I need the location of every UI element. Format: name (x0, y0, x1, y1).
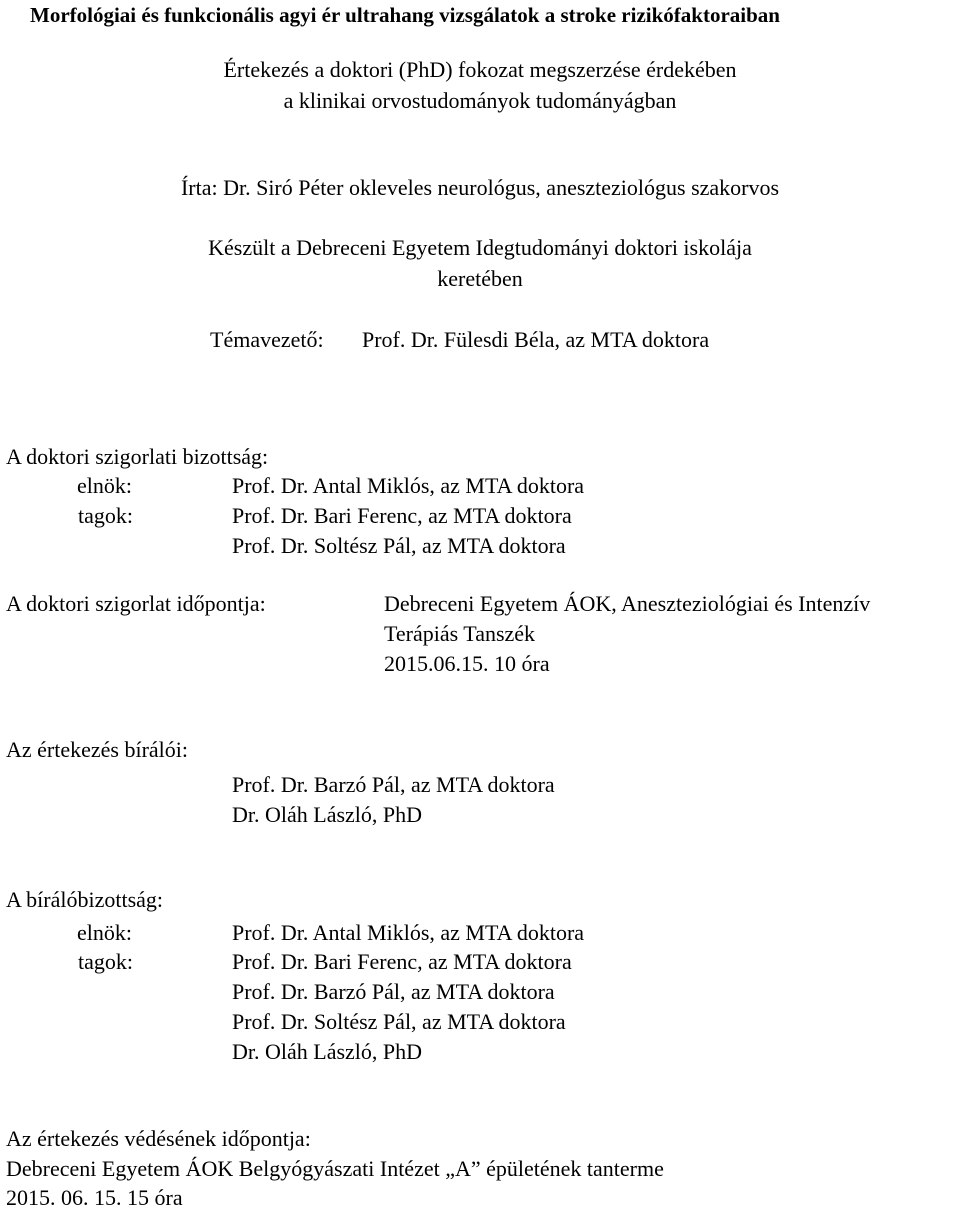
exam-chair-name: Prof. Dr. Antal Miklós, az MTA doktora (232, 473, 585, 498)
reviewers-heading: Az értekezés bírálói: (6, 737, 189, 762)
school-line-2: keretében (437, 266, 523, 291)
review-member: Dr. Oláh László, PhD (232, 1039, 423, 1064)
exam-member: Prof. Dr. Bari Ferenc, az MTA doktora (232, 503, 572, 528)
review-chair-name: Prof. Dr. Antal Miklós, az MTA doktora (232, 920, 585, 945)
supervisor-name: Prof. Dr. Fülesdi Béla, az MTA doktora (362, 327, 710, 352)
review-member: Prof. Dr. Bari Ferenc, az MTA doktora (232, 949, 572, 974)
exam-place-line-2: Terápiás Tanszék (384, 621, 536, 646)
review-member: Prof. Dr. Soltész Pál, az MTA doktora (232, 1009, 566, 1034)
review-member: Prof. Dr. Barzó Pál, az MTA doktora (232, 979, 555, 1004)
reviewer-name: Dr. Oláh László, PhD (232, 802, 423, 827)
supervisor-label: Témavezető: (210, 327, 324, 352)
exam-time-label: A doktori szigorlat időpontja: (6, 591, 266, 616)
exam-date: 2015.06.15. 10 óra (384, 651, 550, 676)
defense-place: Debreceni Egyetem ÁOK Belgyógyászati Intézet „A” épületének tanterme (6, 1156, 664, 1181)
exam-committee-heading: A doktori szigorlati bizottság: (6, 444, 269, 469)
review-chair-label: elnök: (77, 920, 132, 945)
exam-place-line-1: Debreceni Egyetem ÁOK, Aneszteziológiai és Intenzív (384, 591, 871, 616)
purpose-line-2: a klinikai orvostudományok tudományágban (283, 88, 677, 113)
review-members-label: tagok: (78, 949, 133, 974)
purpose-line-1: Értekezés a doktori (PhD) fokozat megszerzése érdekében (223, 57, 737, 82)
exam-chair-label: elnök: (77, 473, 132, 498)
exam-member: Prof. Dr. Soltész Pál, az MTA doktora (232, 533, 566, 558)
school-line-1: Készült a Debreceni Egyetem Idegtudományi doktori iskolája (208, 235, 752, 260)
defense-date: 2015. 06. 15. 15 óra (6, 1185, 183, 1210)
thesis-title: Morfológiai és funkcionális agyi ér ultrahang vizsgálatok a stroke rizikófaktoraiban (30, 3, 780, 27)
review-committee-heading: A bírálóbizottság: (6, 887, 164, 912)
author-line: Írta: Dr. Siró Péter okleveles neurológus, aneszteziológus szakorvos (180, 175, 780, 200)
exam-members-label: tagok: (78, 503, 133, 528)
defense-heading: Az értekezés védésének időpontja: (6, 1126, 311, 1151)
reviewer-name: Prof. Dr. Barzó Pál, az MTA doktora (232, 772, 555, 797)
